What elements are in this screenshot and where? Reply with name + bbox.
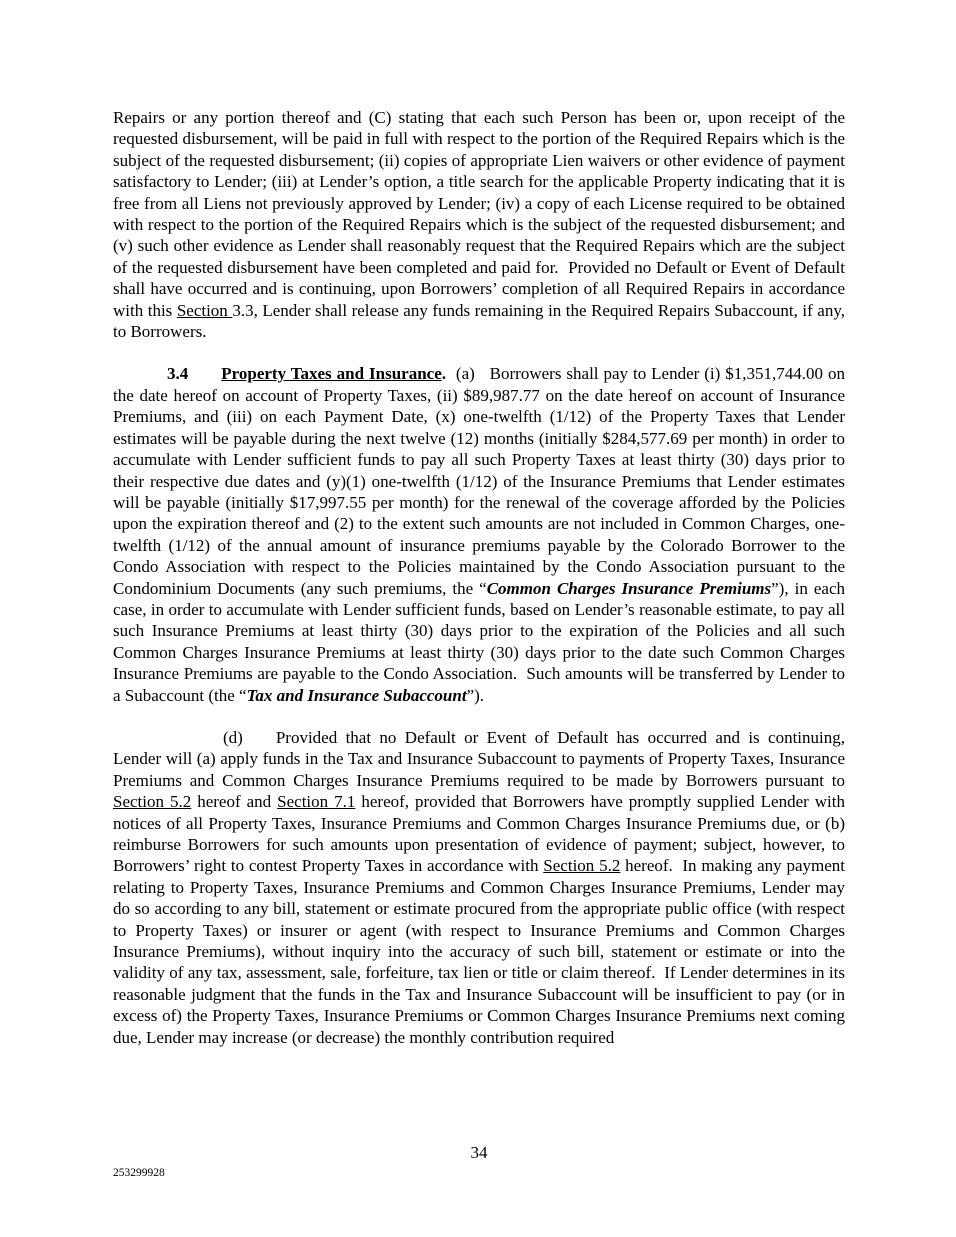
- paragraph-section-3-4: [113, 363, 845, 706]
- text-run: .: [441, 364, 446, 384]
- defined-term-tax-and-insurance-subaccount: Tax and Insurance Subaccount: [246, 685, 467, 705]
- document-control-number: 253299928: [113, 1167, 165, 1179]
- text-run: Provided that no Default or Event of Default has occurred and is continuing, Lender will (a) apply funds in the Tax and Insurance Subaccount to payments of Property Taxes, Insurance Premiums and Common Charges Insurance Premiums required to be made by Borrowers pursuant to: [113, 727, 845, 790]
- section-reference: Section: [176, 300, 233, 320]
- section-reference: Section 5.2: [113, 792, 192, 812]
- text-run: Repairs or any portion thereof and (C) stating that each such Person has been or, upon receipt of the requested disbursement, will be paid in full with respect to the portion of the Required Repairs which is the subject of the requested disbursement; (ii) copies of appropriate Lien waivers or other evidence of payment satisfactory to Lender; (iii) at Lender’s option, a title search for the applicable Property indicating that it is free from all Liens not previously approved by Lender; (iv) a copy of each License required to be obtained with respect to the portion of the Required Repairs which is the subject of the requested disbursement; and (v) such other evidence as Lender shall reasonably request that the Required Repairs which are the subject of the requested disbursement have been completed and paid for. Provided no Default or Event of Default shall have occurred and is continuing, upon Borrowers’ completion of all Required Repairs in accordance with this: [113, 108, 845, 320]
- text-run: hereof and: [191, 792, 278, 812]
- text-run: ”), in each case, in order to accumulate with Lender sufficient funds, based on Lender’s reasonable estimate, to pay all such Insurance Premiums at least thirty (30) days prior to the expiration of the Policies and all such Common Charges Insurance Premiums at least thirty (30) days prior to the date such Common Charges Insurance Premiums are payable to the Condo Association. Such amounts will be transferred by Lender to a Subaccount (the “: [113, 578, 845, 705]
- text-run: hereof, provided that Borrowers have promptly supplied Lender with notices of all Property Taxes, Insurance Premiums and Common Charges Insurance Premiums due, or (b) reimburse Borrowers for such amounts upon presentation of evidence of payment; subject, however, to Borrowers’ right to contest Property Taxes in accordance with: [113, 792, 845, 876]
- text-run: 3.3, Lender shall release any funds remaining in the Required Repairs Subaccount, if any, to Borrowers.: [113, 300, 845, 342]
- page-number: 34: [470, 1143, 488, 1162]
- text-run: (a) Borrowers shall pay to Lender (i) $1,351,744.00 on the date hereof on account of Property Taxes, (ii) $89,987.77 on the date hereof on account of Insurance Premiums, and (iii) on each Payment Date, (x) one-twelfth (1/12) of the Property Taxes that Lender estimates will be payable during the next twelve (12) months (initially $284,577.69 per month) in order to accumulate with Lender sufficient funds to pay all such Property Taxes at least thirty (30) days prior to their respective due dates and (y)(1) one-twelfth (1/12) of the Insurance Premiums that Lender estimates will be payable (initially $17,997.55 per month) for the renewal of the coverage afforded by the Policies upon the expiration thereof and (2) to the extent such amounts are not included in Common Charges, one-twelfth (1/12) of the annual amount of insurance premiums payable by the Colorado Borrower to the Condo Association with respect to the Policies maintained by the Condo Association pursuant to the Condominium Documents (any such premiums, the “: [113, 364, 845, 598]
- section-reference: Section 7.1: [277, 792, 356, 812]
- defined-term-common-charges-insurance-premiums: Common Charges Insurance Premiums: [486, 578, 772, 598]
- section-reference: Section 5.2: [543, 856, 621, 876]
- text-run: hereof. In making any payment relating to Property Taxes, Insurance Premiums and Common Charges Insurance Premiums, Lender may do so according to any bill, statement or estimate procured from the appropriate public office (with respect to Property Taxes) or insurer or agent (with respect to Insurance Premiums and Common Charges Insurance Premiums), without inquiry into the accuracy of such bill, statement or estimate or into the validity of any tax, assessment, sale, forfeiture, tax lien or title or claim thereof. If Lender determines in its reasonable judgment that the funds in the Tax and Insurance Subaccount will be insufficient to pay (or in excess of) the Property Taxes, Insurance Premiums or Common Charges Insurance Premiums next coming due, Lender may increase (or decrease) the monthly contribution required: [113, 856, 845, 1047]
- section-number: 3.4: [167, 364, 189, 384]
- subsection-label: (d): [223, 727, 243, 747]
- section-heading: Property Taxes and Insurance: [221, 364, 442, 384]
- paragraph-repairs-continuation: [113, 107, 845, 342]
- document-body: [113, 107, 845, 1048]
- text-run: ”).: [466, 685, 485, 705]
- paragraph-subsection-d: [113, 727, 845, 1048]
